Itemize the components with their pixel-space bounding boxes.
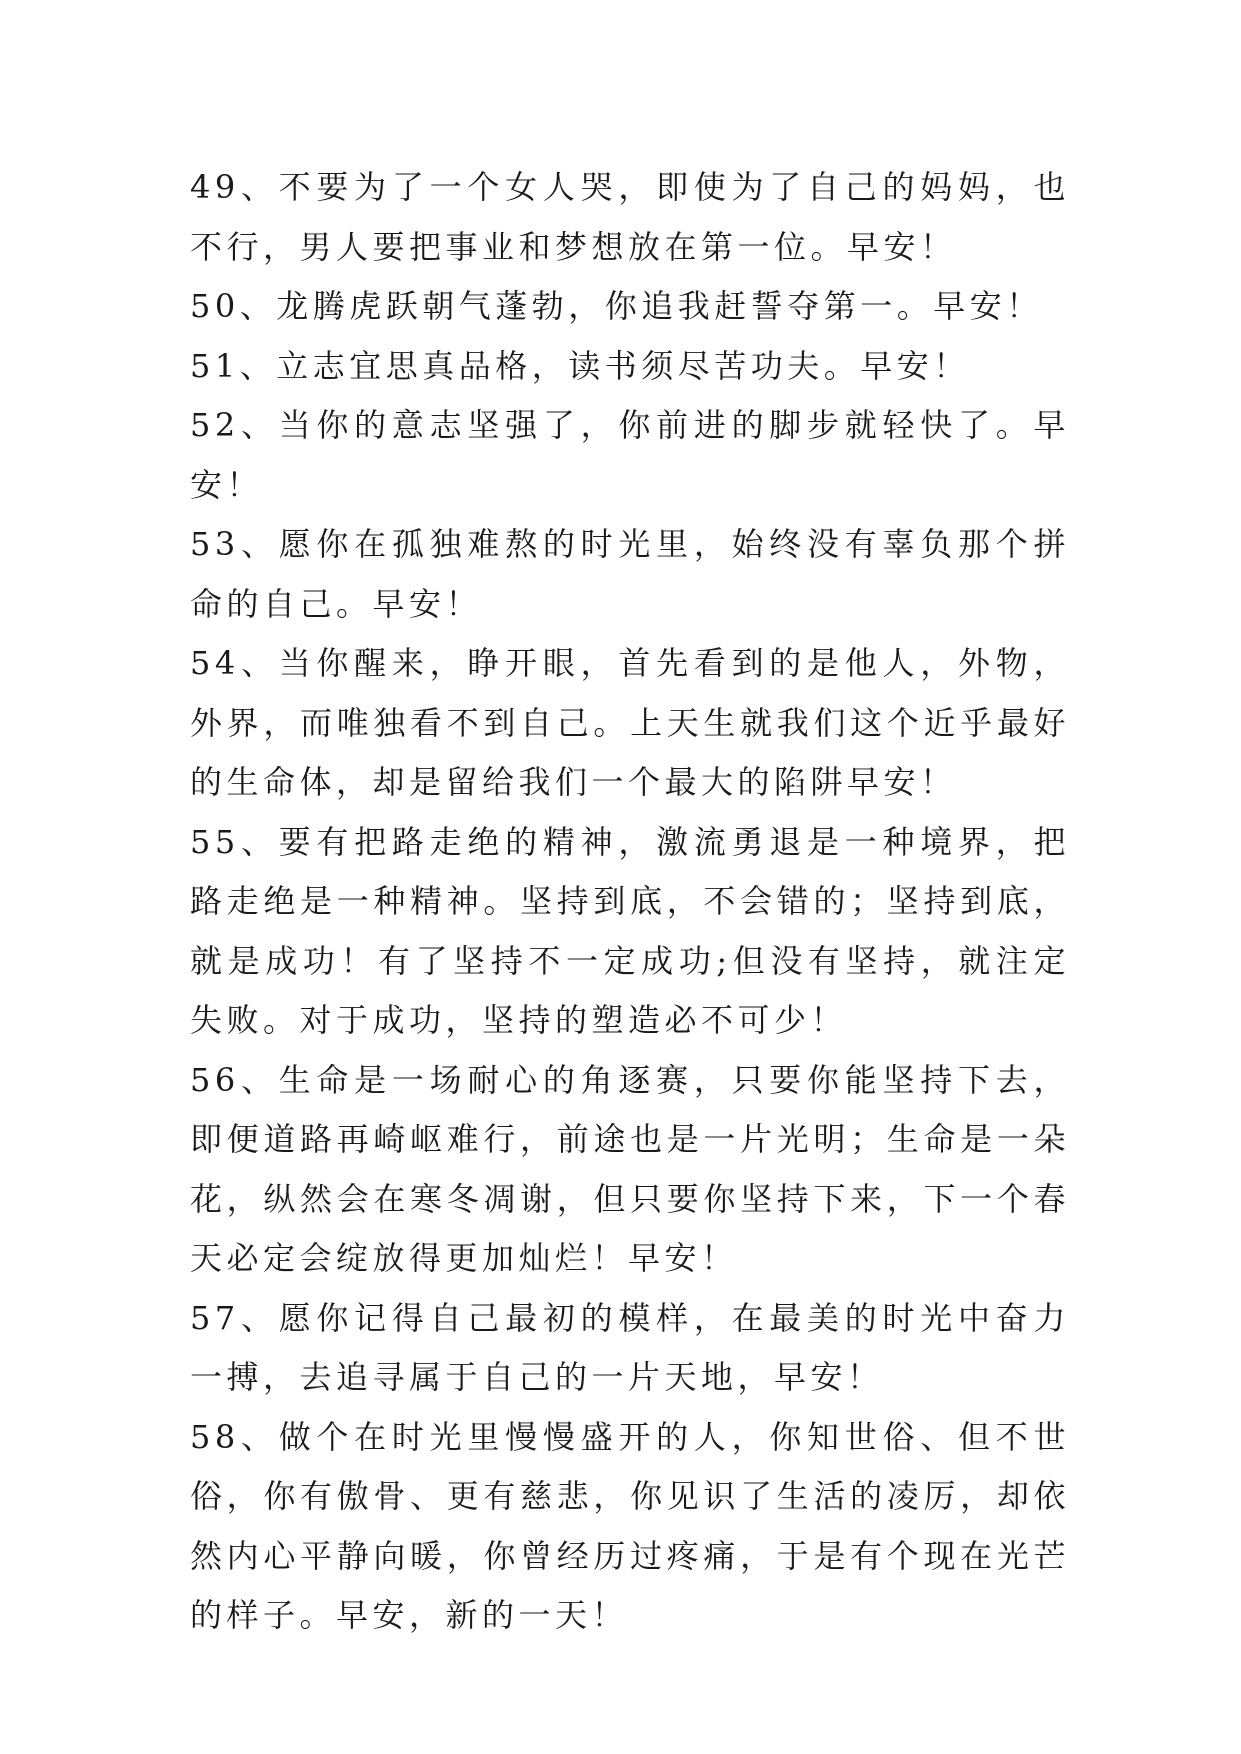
- paragraph-53: 53、愿你在孤独难熬的时光里，始终没有辜负那个拼命的自己。早安！: [190, 525, 1070, 623]
- paragraph-49: 49、不要为了一个女人哭，即使为了自己的妈妈，也不行，男人要把事业和梦想放在第一位。早安！: [190, 168, 1070, 266]
- paragraph-57: 57、愿你记得自己最初的模样，在最美的时光中奋力一搏，去追寻属于自己的一片天地，早安！: [190, 1298, 1070, 1396]
- paragraph-51: 51、立志宜思真品格，读书须尽苦功夫。早安！: [190, 346, 970, 385]
- paragraph-52: 52、当你的意志坚强了，你前进的脚步就轻快了。早安！: [190, 406, 1070, 504]
- paragraph-58: 58、做个在时光里慢慢盛开的人，你知世俗、但不世俗，你有傲骨、更有慈悲，你见识了生活的凌厉，却依然内心平静向暖，你曾经历过疼痛，于是有个现在光芒的样子。早安，新的一天！: [190, 1417, 1070, 1634]
- paragraph-54: 54、当你醒来，睁开眼，首先看到的是他人，外物，外界，而唯独看不到自己。上天生就我们这个近乎最好的生命体，却是留给我们一个最大的陷阱早安！: [190, 644, 1070, 801]
- paragraph-56: 56、生命是一场耐心的角逐赛，只要你能坚持下去，即便道路再崎岖难行，前途也是一片光明；生命是一朵花，纵然会在寒冬凋谢，但只要你坚持下来，下一个春天必定会绽放得更加灿烂！早安！: [190, 1060, 1070, 1277]
- document-body: [190, 158, 1070, 1646]
- paragraph-55: 55、要有把路走绝的精神，激流勇退是一种境界，把路走绝是一种精神。坚持到底，不会错的；坚持到底，就是成功！有了坚持不一定成功;但没有坚持，就注定失败。对于成功，坚持的塑造必不可少！: [190, 822, 1070, 1039]
- paragraph-50: 50、龙腾虎跃朝气蓬勃，你追我赶誓夺第一。早安！: [190, 287, 1043, 325]
